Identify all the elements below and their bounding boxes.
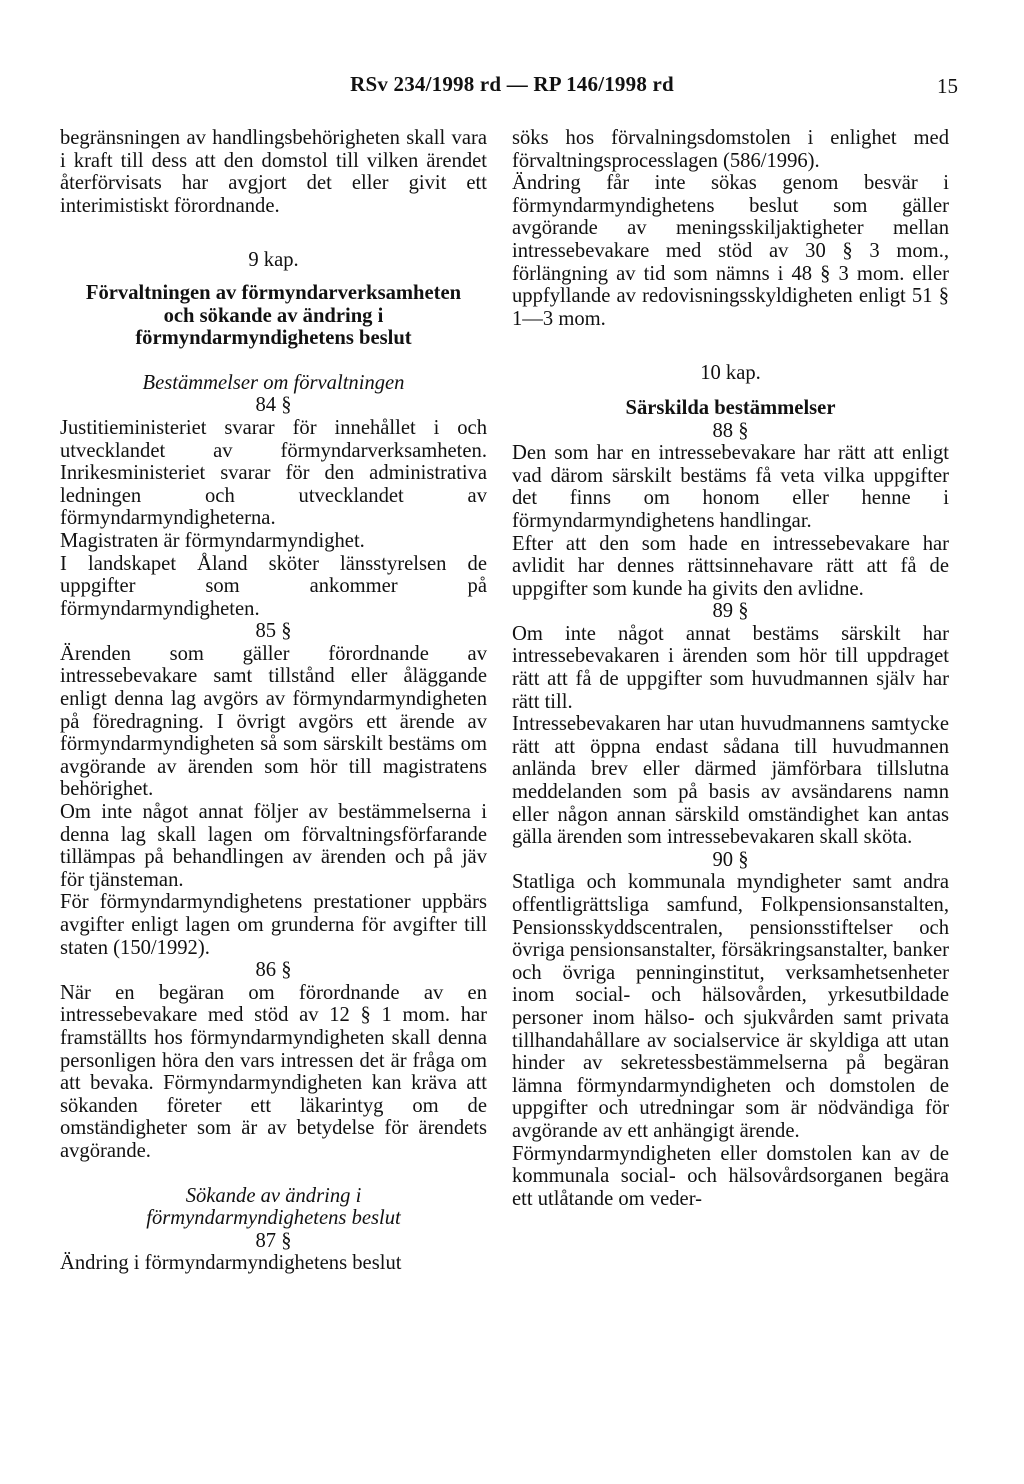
paragraph: begränsningen av handlingsbehörigheten skall vara i kraft till dess att den domstol till vilken ärendet återförvisats har avgjort det eller givit ett interimistiskt förordnande.	[60, 127, 487, 217]
page-header	[0, 72, 1024, 102]
section-number: 88 §	[712, 419, 749, 442]
paragraph: Intressebevakaren har utan huvudmannens samtycke rätt att öppna endast sådana till huvudmannen anlända brev eller därmed jämförbara tillslutna meddelanden som på basis av avsändarens namn eller någon annan särskild omständighet kan antas gälla ärenden som intressebevakaren skall sköta.	[512, 713, 949, 849]
paragraph: Magistraten är förmyndarmyndighet.	[60, 529, 365, 552]
section-number: 89 §	[712, 600, 749, 623]
paragraph: Om inte något annat följer av bestämmelserna i denna lag skall lagen om förvaltningsförfarande tillämpas på behandlingen av ärenden och på jäv för tjänsteman.	[60, 801, 487, 891]
subheading: Sökande av ändring i förmyndarmyndighetens beslut	[146, 1184, 401, 1230]
paragraph: För förmyndarmyndighetens prestationer uppbärs avgifter enligt lagen om grunderna för avgifter till staten (150/1992).	[60, 891, 487, 959]
paragraph: Ärenden som gäller förordnande av intressebevakare samt tillstånd eller åläggande enligt denna lag avgörs av förmyndarmyndigheten på föredragning. I övrigt avgörs ett ärende av förmyndarmyndigheten så som särskilt bestäms om avgörande av ärenden som hör till magistratens behörighet.	[60, 642, 487, 801]
page-number: 15	[937, 74, 958, 98]
chapter-title: Särskilda bestämmelser	[625, 396, 836, 419]
paragraph: I landskapet Åland sköter länsstyrelsen de uppgifter som ankommer på förmyndarmyndigheten.	[60, 552, 487, 620]
paragraph: Den som har en intressebevakare har rätt att enligt vad därom särskilt bestäms få veta vilka uppgifter det finns om honom eller henne i förmyndarmyndighetens handlingar.	[512, 442, 949, 532]
chapter-title: Förvaltningen av förmyndarverksamheten och sökande av ändring i förmyndarmyndighetens beslut	[85, 281, 462, 350]
section-number: 84 §	[255, 394, 292, 417]
paragraph: Om inte något annat bestäms särskilt har intressebevakaren i ärenden som hör till uppdraget rätt att få de uppgifter som huvudmannen själv har rätt till.	[512, 622, 949, 713]
subheading: Bestämmelser om förvaltningen	[142, 371, 405, 394]
left-column	[60, 127, 487, 1275]
paragraph: Efter att den som hade en intressebevakare har avlidit har dennes rättsinnehavare rätt att få de uppgifter som kunde ha givits den avlidne.	[512, 532, 949, 600]
paragraph: När en begäran om förordnande av en intressebevakare med stöd av 12 § 1 mom. har framställts hos förmyndarmyndigheten skall denna personligen höra den vars intressen det är fråga om att bevaka. Förmyndarmyndigheten kan kräva att sökanden företer ett läkarintyg om de omständigheter som är av betydelse för ärendets avgörande.	[60, 981, 487, 1162]
paragraph: Statliga och kommunala myndigheter samt andra offentligrättsliga samfund, Folkpensionsanstalten, Pensionsskyddscentralen, pensionsstiftelser och övriga pensionsanstalter, försäkringsanstalter, banker och övriga penninginstitut, verksamhetsenheter inom social- och hälsovården, yrkesutbildade personer inom hälso- och sjukvården samt privata tillhandahållare av socialservice är skyldiga att utan hinder av sekretessbestämmelserna på begäran lämna förmyndarmyndigheten och domstolen de uppgifter och utredningar som är nödvändiga för avgörande av ett anhängigt ärende.	[512, 871, 949, 1142]
paragraph: Förmyndarmyndigheten eller domstolen kan av de kommunala social- och hälsovårdsorganen begära ett utlåtande om veder-	[512, 1142, 949, 1210]
chapter-number: 9 kap.	[248, 249, 299, 272]
paragraph: Ändring får inte sökas genom besvär i förmyndarmyndighetens beslut som gäller avgörande av meningsskiljaktigheter mellan intressebevakare med stöd av 30 § 3 mom., förlängning av tid som nämns i 48 § 3 mom. eller uppfyllande av redovisningsskyldigheten enligt 51 § 1—3 mom.	[512, 172, 949, 330]
paragraph: Ändring i förmyndarmyndighetens beslut	[60, 1252, 402, 1275]
section-number: 86 §	[255, 959, 292, 982]
paragraph: Justitieministeriet svarar för innehållet i och utvecklandet av förmyndarverksamheten. Inrikesministeriet svarar för den administrativa ledningen och utvecklandet av förmyndarmyndigheterna.	[60, 416, 487, 530]
section-number: 90 §	[712, 848, 749, 871]
chapter-number: 10 kap.	[700, 362, 761, 385]
section-number: 87 §	[255, 1229, 292, 1252]
running-title: RSv 234/1998 rd — RP 146/1998 rd	[350, 72, 674, 96]
paragraph: söks hos förvalningsdomstolen i enlighet med förvaltningsprocesslagen (586/1996).	[512, 127, 949, 172]
right-column	[512, 127, 949, 1210]
section-number: 85 §	[255, 620, 292, 643]
